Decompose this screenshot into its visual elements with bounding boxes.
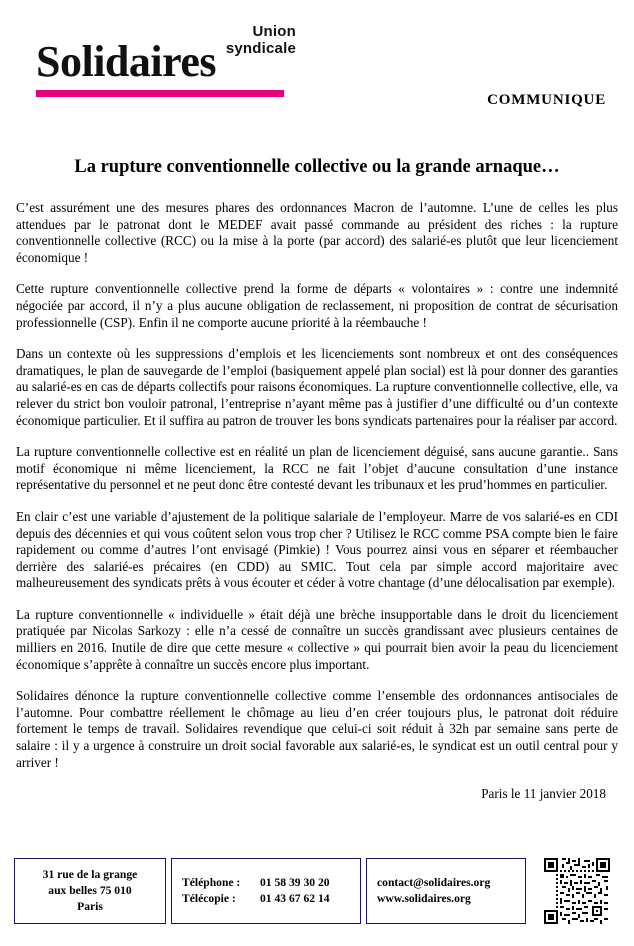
- footer-phone-box: [171, 858, 361, 924]
- logo-union-text: Union: [252, 23, 296, 40]
- address-line: Paris: [77, 900, 103, 913]
- communique-label: COMMUNIQUE: [487, 92, 606, 108]
- paragraph: La rupture conventionnelle « individuelle » était déjà une brèche insupportable dans le droit du licenciement pratiquée par Nicolas Sarkozy : elle n’a cessé de connaître un succès grandissant avec plusieurs centaines de milliers en 2016. Inutile de dire que cette mesure « collective » qui pourrait bien avoir la peau du licenciement économique s’apprête à connaître un succès encore plus important.: [16, 606, 618, 672]
- address-line: aux belles 75 010: [48, 884, 132, 897]
- paragraph: La rupture conventionnelle collective est en réalité un plan de licenciement déguisé, sans aucune garantie.. Sans motif économique ni même licenciement, la RCC ne fait l’objet d’aucune consultation d’une instance représentative du personnel et ne peut donc être contesté devant les tribunaux et les prud’hommes en particulier.: [16, 444, 618, 493]
- fax-label: Télécopie :: [182, 892, 236, 905]
- footer-contact-box: [366, 858, 526, 924]
- phone-label: Téléphone :: [182, 876, 241, 889]
- logo-wordmark: Solidaires: [36, 37, 217, 86]
- phone-value: 01 58 39 30 20: [260, 876, 330, 889]
- address-line: 31 rue de la grange: [42, 868, 138, 881]
- fax-value: 01 43 67 62 14: [260, 892, 330, 905]
- logo-underline: [36, 90, 284, 97]
- paragraph: En clair c’est une variable d’ajustement de la politique salariale de l’employeur. Marre de vos salarié-es en CDI depuis des décennies et qui vous coûtent selon vous trop cher ? Utilisez le RCC comme PSA compte bien le faire rapidement ou comme d’autres l’ont envisagé (Pimkie) ! Vous pourrez ainsi vous en séparer et réembaucher derrière des salarié-es précaires (en CDD) au SMIC. Tout cela par simple accord majoritaire avec malheureusement des syndicats prêts à vous écouter et céder à votre chantage (d’une délocalisation par exemple).: [16, 508, 618, 591]
- paragraph: Solidaires dénonce la rupture conventionnelle collective comme l’ensemble des ordonnances antisociales de l’automne. Pour combattre réellement le chômage au lieu d’en créer toujours plus, le patronat doit réduire fortement le temps de travail. Solidaires revendique que celui-ci soit réduit à 32h par semaine sans perte de salaire : il y a urgence à construire un droit social favorable aux salarié-es, le syndicat est un outil central pour y arriver !: [16, 688, 618, 770]
- email-text[interactable]: contact@solidaires.org: [377, 876, 491, 889]
- paragraph: Dans un contexte où les suppressions d’emplois et les licenciements sont nombreux et ont des conséquences dramatiques, le plan de sauvegarde de l’emploi (basiquement appelé plan social) est là pour donner des garanties au salarié-es en cas de départs collectifs pour raisons économiques. La rupture conventionnelle collective, elle, va relever du strict bon vouloir patronal, l’entreprise n’ayant même pas à justifier d’une difficulté ou d’un contexte économique particulier. Et il suffira au patron de trouver les bons syndicats partenaires pour la réaliser par accord.: [16, 346, 618, 428]
- qr-code-icon: [544, 858, 610, 924]
- document-header: [14, 0, 620, 108]
- paragraph: C’est assurément une des mesures phares des ordonnances Macron de l’automne. L’une de celles les plus attendues par le patronat dont le MEDEF avait passé commande au président des riches : la rupture conventionnelle collective (RCC) ou la mise à la porte (par accord) des salarié-es plutôt que leur licenciement économique !: [16, 200, 618, 265]
- document-footer: [14, 858, 620, 924]
- logo-syndicale-text: syndicale: [225, 40, 296, 57]
- footer-address-box: [14, 858, 166, 924]
- website-text[interactable]: www.solidaires.org: [377, 892, 471, 905]
- document-body: [14, 200, 620, 771]
- date-line: Paris le 11 janvier 2018: [481, 786, 606, 802]
- paragraph: Cette rupture conventionnelle collective prend la forme de départs « volontaires » : contre une indemnité négociée par accord, il n’y a plus aucune obligation de reclassement, ni proposition de contrat de sécurisation professionnelle (CSP). Enfin il ne comporte aucune priorité à la réembauche !: [16, 281, 618, 330]
- page-title: La rupture conventionnelle collective ou la grande arnaque…: [74, 157, 560, 177]
